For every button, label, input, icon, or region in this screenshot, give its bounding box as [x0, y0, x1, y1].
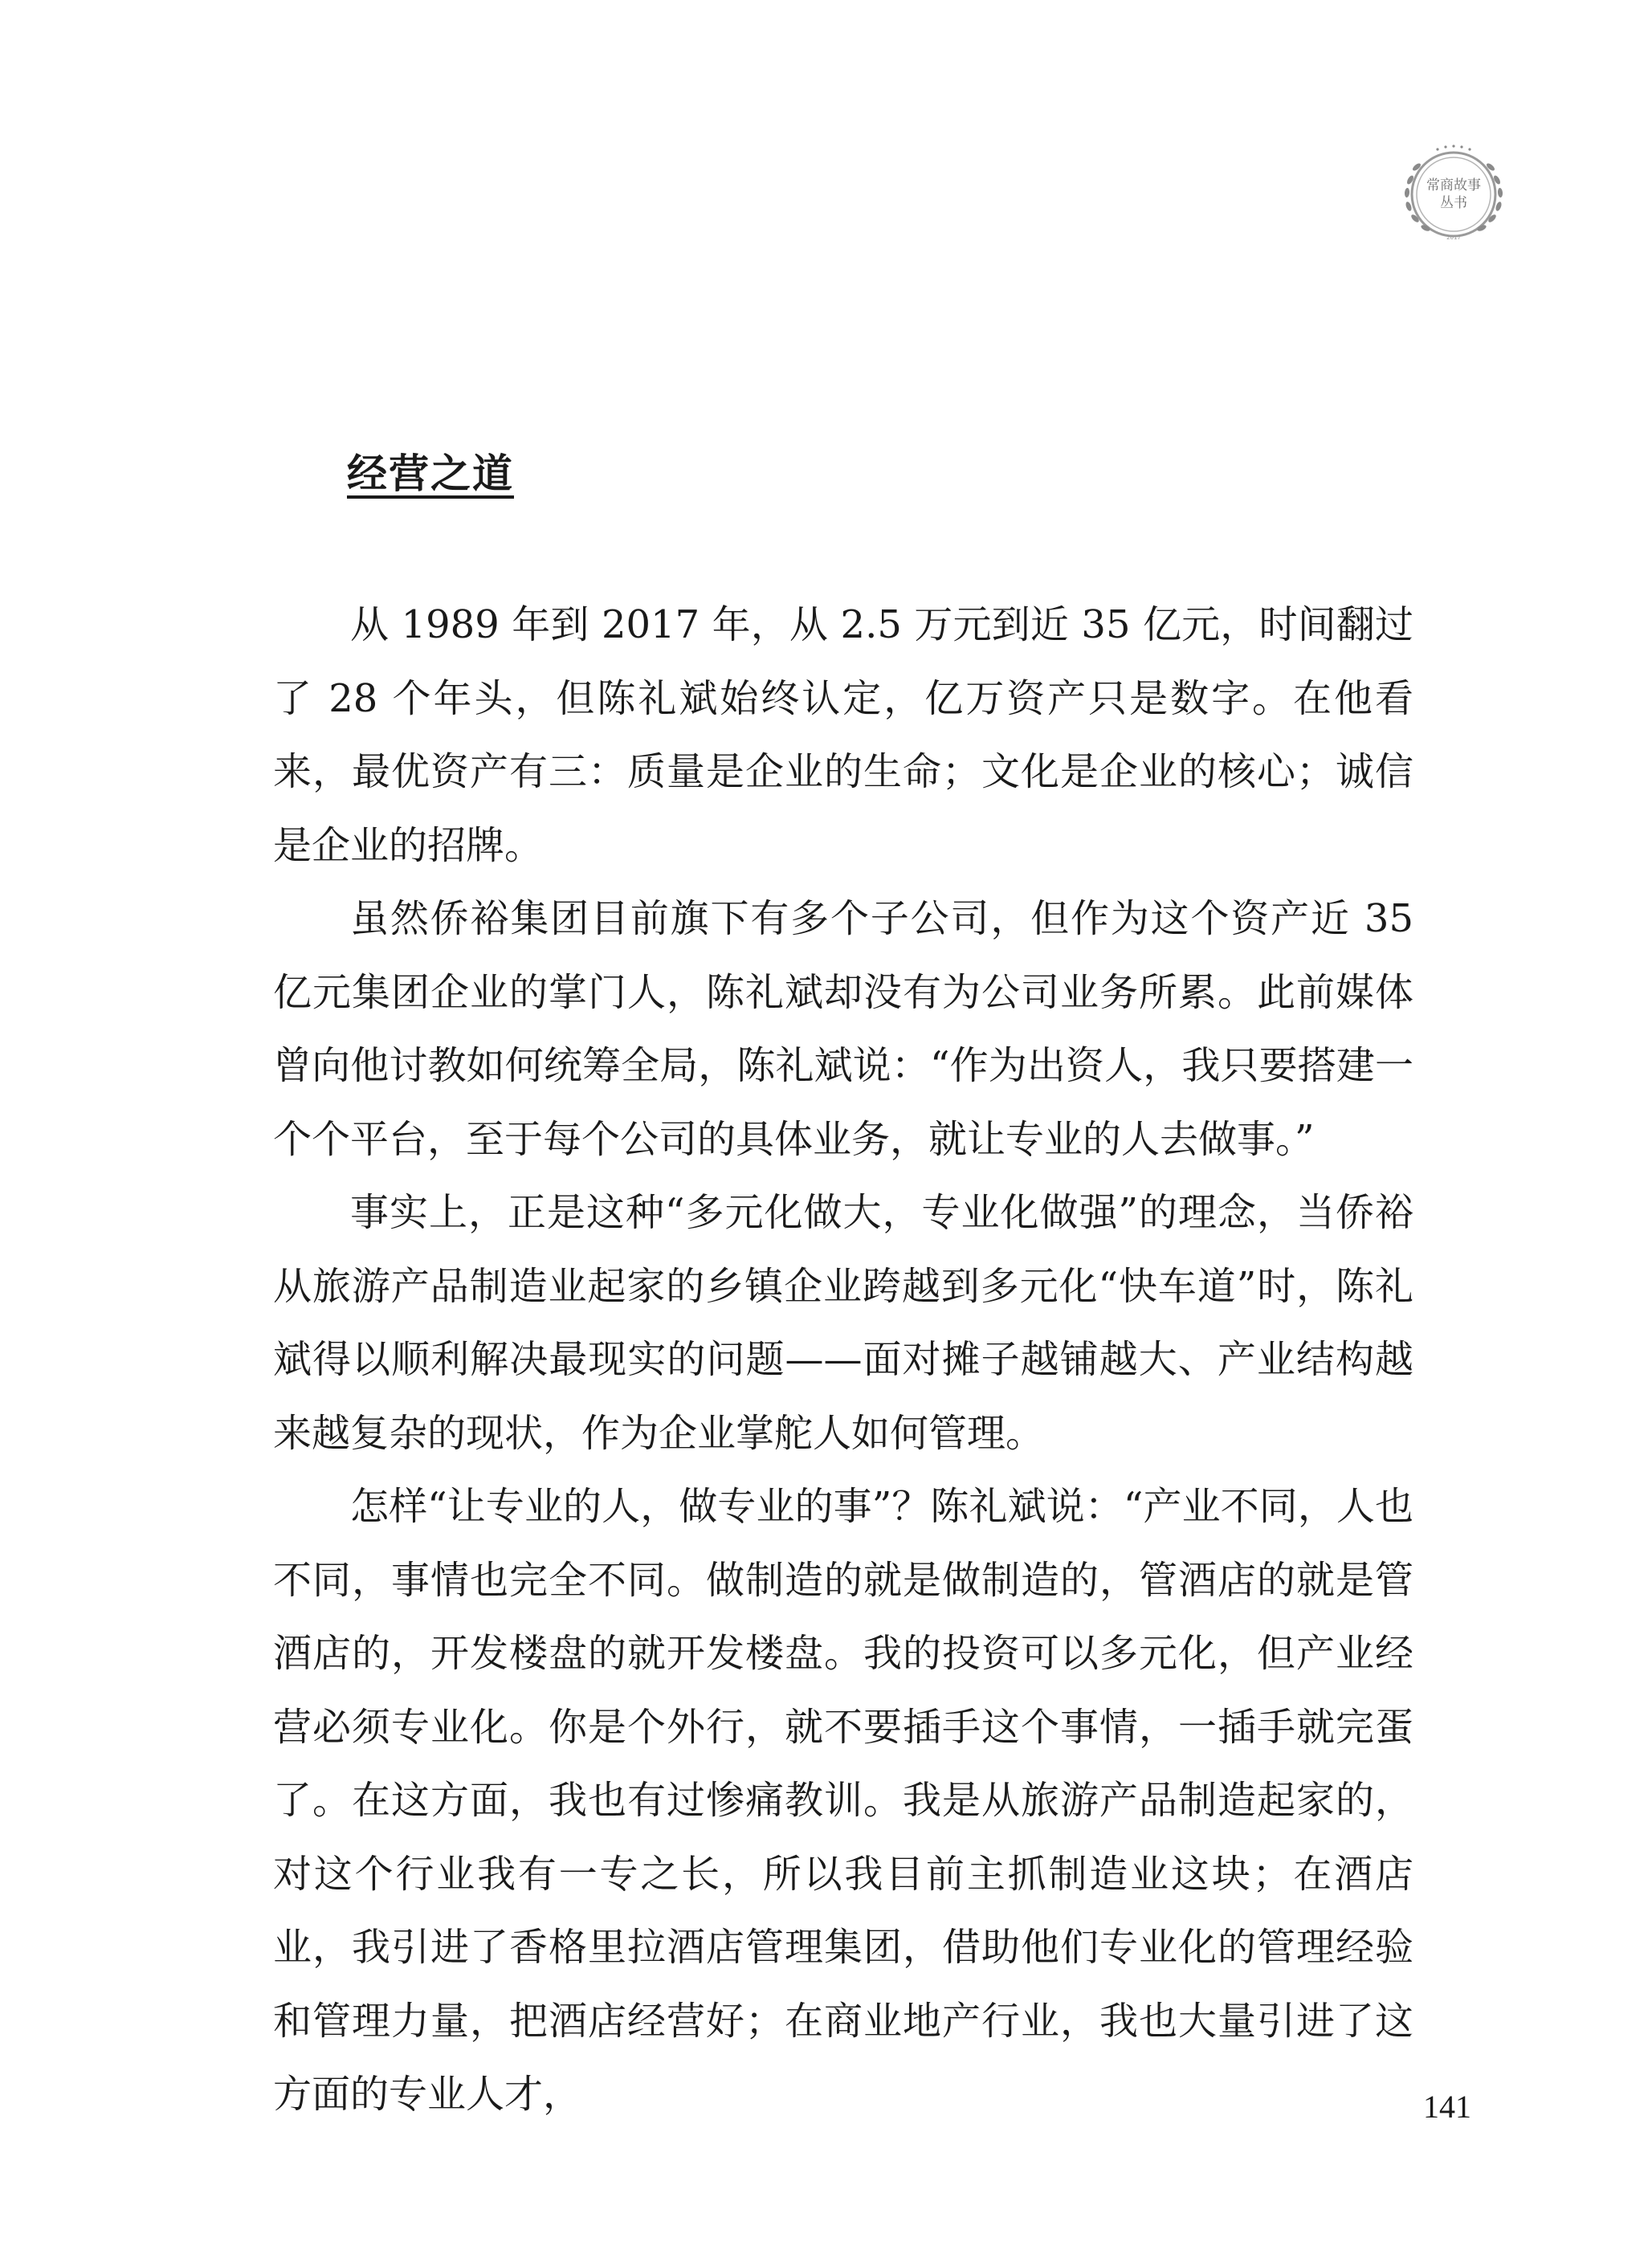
paragraph: 怎样“让专业的人，做专业的事”？陈礼斌说：“产业不同，人也不同，事情也完全不同。做制造的就是做制造的，管酒店的就是管酒店的，开发楼盘的就开发楼盘。我的投资可以多元化，但产业经营必须专业化。你是个外行，就不要插手这个事情，一插手就完蛋了。在这方面，我也有过惨痛教训。我是从旅游产品制造起家的，对这个行业我有一专之长，所以我目前主抓制造业这块；在酒店业，我引进了香格里拉酒店管理集团，借助他们专业化的管理经验和管理力量，把酒店经营好；在商业地产行业，我也大量引进了这方面的专业人才，	[273, 1484, 1413, 2117]
section-title: 经营之道	[347, 450, 514, 497]
paragraph: 从 1989 年到 2017 年，从 2.5 万元到近 35 亿元，时间翻过了 28 个年头，但陈礼斌始终认定，亿万资产只是数字。在他看来，最优资产有三：质量是企业的生命；文化是企业的核心；诚信是企业的招牌。	[273, 602, 1413, 868]
seal-text-line1: 常商故事	[1426, 177, 1481, 194]
page-number: 141	[1423, 2089, 1471, 2125]
body-text	[273, 589, 1413, 2132]
seal-text-line2: 丛书	[1440, 195, 1467, 211]
laurel-seal-icon	[1389, 130, 1518, 259]
seal-year: 2017	[1446, 234, 1461, 241]
paragraph: 虽然侨裕集团目前旗下有多个子公司，但作为这个资产近 35 亿元集团企业的掌门人，陈礼斌却没有为公司业务所累。此前媒体曾向他讨教如何统筹全局，陈礼斌说：“作为出资人，我只要搭建一个个平台，至于每个公司的具体业务，就让专业的人去做事。”	[273, 896, 1413, 1162]
paragraph: 事实上，正是这种“多元化做大，专业化做强”的理念，当侨裕从旅游产品制造业起家的乡镇企业跨越到多元化“快车道”时，陈礼斌得以顺利解决最现实的问题——面对摊子越铺越大、产业结构越来越复杂的现状，作为企业掌舵人如何管理。	[273, 1190, 1413, 1456]
series-seal	[1389, 130, 1518, 259]
